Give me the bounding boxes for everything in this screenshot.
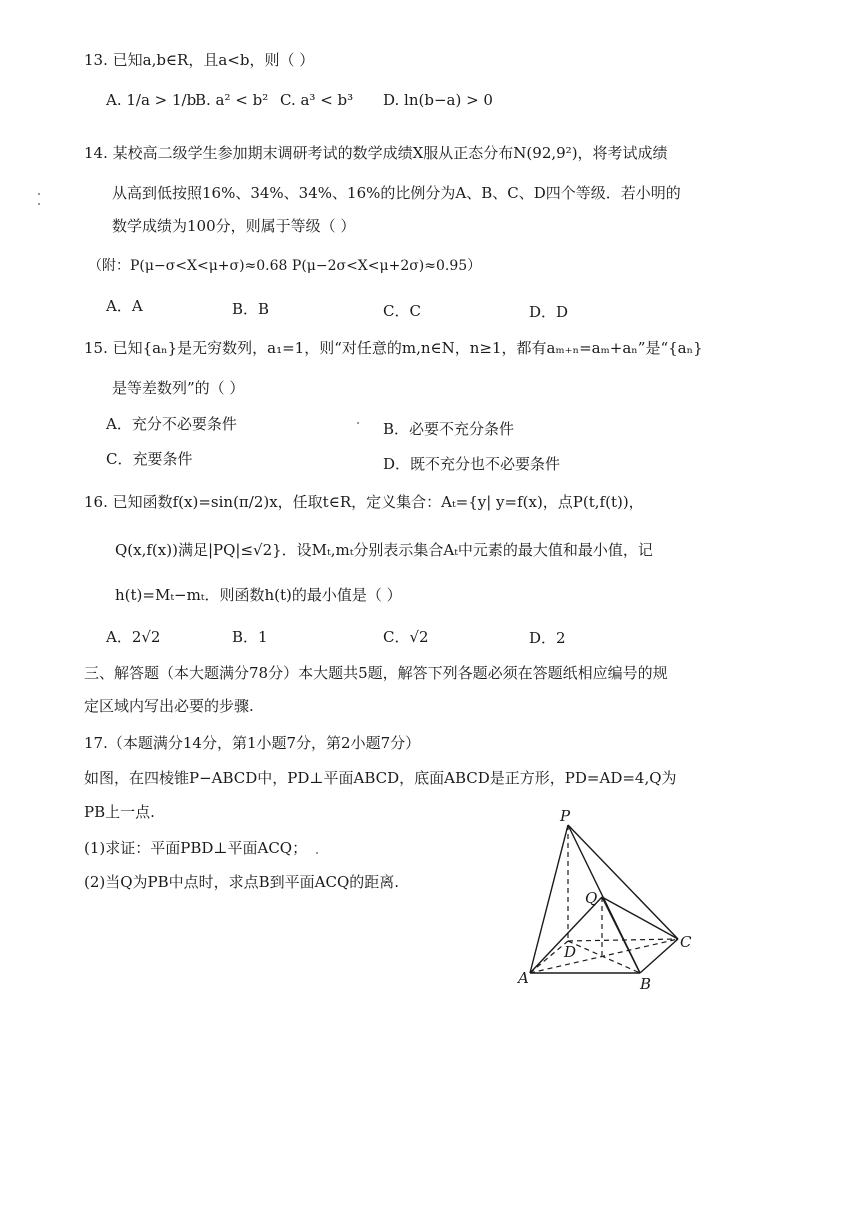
label-p: P (560, 807, 571, 825)
q17-header: 17.（本题满分14分，第1小题7分，第2小题7分） (84, 734, 421, 752)
q14-option-b: B．B (232, 300, 270, 318)
q15-option-d: D．既不充分也不必要条件 (383, 455, 561, 473)
q15-line1: 15. 已知{aₙ}是无穷数列，a₁=1，则“对任意的m,n∈N，n≥1，都有aₘ₊ₙ=aₘ+aₙ”是“{aₙ} (84, 339, 703, 357)
q16-option-c: C．√2 (383, 628, 429, 646)
q13-option-c: C. a³ < b³ (280, 91, 354, 109)
q13-option-a: A. 1/a > 1/b (106, 91, 197, 109)
q13-option-b: B. a² < b² (195, 91, 269, 109)
q15-option-a: A．充分不必要条件 (106, 415, 237, 433)
q16-option-b: B．1 (232, 628, 268, 646)
q16-option-d: D．2 (529, 629, 566, 647)
scan-speck (357, 422, 359, 424)
q16-line3: h(t)=Mₜ−mₜ．则函数h(t)的最小值是（ ） (115, 586, 402, 604)
q14-line1: 14. 某校高二级学生参加期末调研考试的数学成绩X服从正态分布N(92,9²)，将考试成绩 (84, 144, 668, 162)
q14-line2: 从高到低按照16%、34%、34%、16%的比例分为A、B、C、D四个等级．若小明的 (112, 184, 681, 202)
label-q: Q (585, 889, 598, 907)
label-c: C (680, 933, 692, 951)
scan-speck (38, 203, 40, 205)
q14-note: （附：P(μ−σ<X<μ+σ)≈0.68 P(μ−2σ<X<μ+2σ)≈0.95） (88, 258, 482, 274)
label-d: D (564, 943, 577, 961)
q16-option-a: A．2√2 (106, 628, 161, 646)
q17-part1: (1)求证：平面PBD⊥平面ACQ； (84, 839, 308, 857)
q13-option-d: D. ln(b−a) > 0 (383, 91, 493, 109)
q14-option-c: C．C (383, 302, 421, 320)
scan-speck (316, 852, 318, 854)
pyramid-figure (510, 805, 710, 995)
q17-line1: 如图，在四棱锥P−ABCD中，PD⊥平面ABCD，底面ABCD是正方形，PD=AD=4,Q为 (84, 769, 677, 787)
section3-line2: 定区域内写出必要的步骤. (84, 697, 254, 715)
q15-option-b: B．必要不充分条件 (383, 420, 515, 438)
q13-stem: 13. 已知a,b∈R，且a<b，则（ ） (84, 51, 315, 69)
label-b: B (640, 975, 652, 993)
section3-line1: 三、解答题（本大题满分78分）本大题共5题，解答下列各题必须在答题纸相应编号的规 (84, 664, 668, 682)
q14-option-d: D．D (529, 303, 569, 321)
q16-line1: 16. 已知函数f(x)=sin(π/2)x，任取t∈R，定义集合：Aₜ={y| y=f(x)，点P(t,f(t))， (84, 493, 644, 511)
q16-line2: Q(x,f(x))满足|PQ|≤√2}．设Mₜ,mₜ分别表示集合Aₜ中元素的最大值和最小值，记 (115, 541, 653, 559)
scan-speck (38, 193, 40, 195)
q14-option-a: A．A (106, 297, 143, 315)
label-a: A (518, 969, 529, 987)
q15-option-c: C．充要条件 (106, 450, 193, 468)
q17-line2: PB上一点. (84, 803, 155, 821)
q17-part2: (2)当Q为PB中点时，求点B到平面ACQ的距离. (84, 873, 400, 891)
q15-line2: 是等差数列”的（ ） (112, 379, 245, 397)
q14-line3: 数学成绩为100分，则属于等级（ ） (112, 217, 356, 235)
